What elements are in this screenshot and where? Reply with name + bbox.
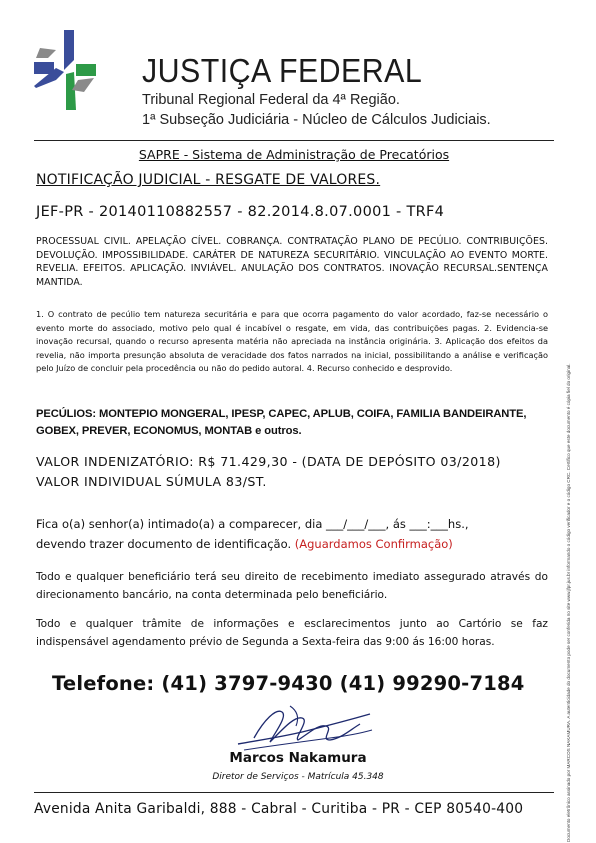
handwritten-signature — [230, 700, 380, 756]
signer-role: Diretor de Serviços - Matrícula 45.348 — [212, 772, 384, 782]
valor-indenizatorio: VALOR INDENIZATÓRIO: R$ 71.429,30 - (DATA DE DEPÓSITO 03/2018) — [36, 454, 501, 469]
ementa-paragraph: PROCESSUAL CIVIL. APELAÇÃO CÍVEL. COBRANÇA. CONTRATAÇÃO PLANO DE PECÚLIO. CONTRIBUIÇÕES. DEVOLUÇÃO. IMPOSSIBILIDADE. CARÁTER DE NATUREZA SECURITÁRIO. VINCULAÇÃO AO EVENTO MORTE. REVELIA. EFEITOS. APLICAÇÃO. INVIÁVEL. ANULAÇÃO DOS CONTRATOS. INOVAÇÃO RECURSAL.SENTENÇA MANTIDA. — [36, 236, 548, 288]
scheduling-paragraph: Todo e qualquer trâmite de informações e esclarecimentos junto ao Cartório se faz indispensável agendamento prévio de Segunda a Sexta-feira das 9:00 ás 16:00 horas. — [36, 618, 548, 648]
valor-individual: VALOR INDIVIDUAL SÚMULA 83/ST. — [36, 474, 267, 489]
footer-divider — [34, 792, 554, 793]
signer-name: Marcos Nakamura — [229, 750, 367, 766]
beneficiary-rights-paragraph: Todo e qualquer beneficiário terá seu direito de recebimento imediato assegurado através do direcionamento bancário, na conta determinada pelo beneficiário. — [36, 571, 548, 601]
values-block — [36, 452, 501, 492]
telephone-line: Telefone: (41) 3797-9430 (41) 99290-7184 — [52, 672, 525, 695]
intimation-line-2 — [36, 534, 546, 554]
awaiting-confirmation: (Aguardamos Confirmação) — [294, 537, 453, 551]
side-authentication-note: Documento eletrônico assinado por MARCOS NAKAMURA. A autenticidade do documento pode ser conferida no site www.jfpr.jus.br informando o código verificador e o código CRC. Certifico que este documento é cópia fiel do original. — [566, 363, 571, 842]
system-name: SAPRE - Sistema de Administração de Precatórios — [138, 147, 450, 162]
intimation-line-1: Fica o(a) senhor(a) intimado(a) a comparecer, dia ___/___/___, ás ___:___hs., — [36, 517, 469, 531]
court-section: 1ª Subseção Judiciária - Núcleo de Cálculos Judiciais. — [142, 112, 491, 128]
justica-federal-logo — [34, 28, 96, 112]
decision-paragraph: 1. O contrato de pecúlio tem natureza securitária e para que ocorra pagamento do valor acordado, faz-se necessário o evento morte do associado, motivo pelo qual é incabível o resgate, em vida, das contribuições pagas. 2. Evidencia-se inovação recursal, quando o recurso apresenta matéria não apreciada na instância originária. 3. Aplicação dos efeitos da revelia, não importa presunção absoluta de veracidade dos fatos narrados na inicial, possibilitando a análise e verificação pelo Juízo de concluir pela procedência ou não do pedido autoral. 4. Recurso conhecido e desprovido. — [36, 309, 548, 374]
footer-address: Avenida Anita Garibaldi, 888 - Cabral - Curitiba - PR - CEP 80540-400 — [34, 801, 524, 817]
page-title: JUSTIÇA FEDERAL — [142, 52, 423, 89]
notification-title: NOTIFICAÇÃO JUDICIAL - RESGATE DE VALORES. — [36, 172, 381, 188]
court-name: Tribunal Regional Federal da 4ª Região. — [142, 92, 400, 108]
intimation-line-2-text: devendo trazer documento de identificação. — [36, 537, 292, 551]
intimation-block — [36, 514, 546, 554]
peculios-list: PECÚLIOS: MONTEPIO MONGERAL, IPESP, CAPEC, APLUB, COIFA, FAMILIA BANDEIRANTE, GOBEX, PREVER, ECONOMUS, MONTAB e outros. — [36, 408, 527, 437]
system-header — [34, 140, 554, 163]
case-number: JEF-PR - 20140110882557 - 82.2014.8.07.0001 - TRF4 — [36, 204, 445, 220]
